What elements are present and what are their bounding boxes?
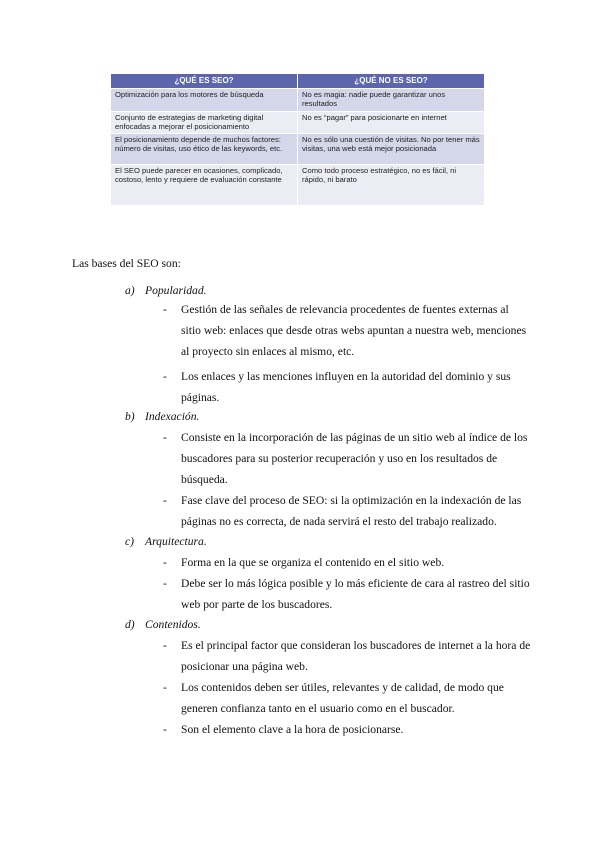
bullet-text: Son el elemento clave a la hora de posicionarse. [181, 723, 404, 736]
table-cell: Como todo proceso estratégico, no es fácil, ni rápido, ni barato [298, 165, 485, 206]
table-header-row [111, 74, 485, 89]
section-heading-arquitectura [125, 535, 207, 548]
header-que-no-es-seo: ¿QUÉ NO ES SEO? [298, 74, 485, 89]
table-cell: El posicionamiento depende de muchos factores: número de visitas, uso ético de las keywords, etc. [111, 134, 298, 165]
table-cell: No es sólo una cuestión de visitas. No por tener más visitas, una web está mejor posicionada [298, 134, 485, 165]
section-letter: d) [125, 618, 135, 631]
section-letter: c) [125, 535, 135, 548]
bullet-text: Debe ser lo más lógica posible y lo más eficiente de cara al rastreo del sitio web por parte de los buscadores. [181, 577, 530, 612]
bullet-dash: - [163, 431, 167, 444]
bullet-text: Fase clave del proceso de SEO: si la optimización en la indexación de las páginas no es correcta, de nada servirá el resto del trabajo realizado. [181, 494, 522, 529]
section-letter: b) [125, 410, 135, 423]
bullet-text: Los enlaces y las menciones influyen en la autoridad del dominio y sus páginas. [181, 370, 511, 405]
bullet-dash: - [163, 556, 167, 569]
table-cell: Conjunto de estrategias de marketing digital enfocadas a mejorar el posicionamiento [111, 111, 298, 134]
section-title: Contenidos. [145, 618, 201, 631]
bullet-dash: - [163, 577, 167, 590]
table-row [111, 134, 485, 165]
bullet-text: Es el principal factor que consideran los buscadores de internet a la hora de posicionar una página web. [181, 639, 531, 674]
section-letter: a) [125, 284, 135, 297]
bullet-dash: - [163, 723, 167, 736]
table-cell: No es “pagar” para posicionarte en internet [298, 111, 485, 134]
header-que-es-seo: ¿QUÉ ES SEO? [111, 74, 298, 89]
bullet-text: Forma en la que se organiza el contenido en el sitio web. [181, 556, 445, 569]
section-title: Indexación. [145, 410, 200, 423]
table-cell: Optimización para los motores de búsqueda [111, 89, 298, 112]
section-heading-contenidos [125, 618, 201, 631]
bullet-dash: - [163, 303, 167, 316]
table-row [111, 111, 485, 134]
bullet-text: Los contenidos deben ser útiles, relevantes y de calidad, de modo que generen confianza tanto en el usuario como en el buscador. [181, 681, 504, 716]
bullet-dash: - [163, 494, 167, 507]
bullet-dash: - [163, 639, 167, 652]
table-row [111, 89, 485, 112]
section-title: Arquitectura. [145, 535, 207, 548]
section-title: Popularidad. [145, 284, 207, 297]
bullet-dash: - [163, 681, 167, 694]
bullet-dash: - [163, 370, 167, 383]
table-cell: No es magia: nadie puede garantizar unos resultados [298, 89, 485, 112]
bullet-text: Gestión de las señales de relevancia procedentes de fuentes externas al sitio web: enlaces que desde otras webs apuntan a nuestra web, menciones al proyecto sin enlaces al mismo, etc. [181, 303, 527, 359]
table-cell: El SEO puede parecer en ocasiones, complicado, costoso, lento y requiere de evaluación constante [111, 165, 298, 206]
intro-text: Las bases del SEO son: [72, 257, 181, 270]
section-heading-indexacion [125, 410, 199, 423]
table-row [111, 165, 485, 206]
seo-comparison-table [110, 73, 485, 206]
bullet-text: Consiste en la incorporación de las páginas de un sitio web al índice de los buscadores para su posterior recuperación y uso en los resultados de búsqueda. [181, 431, 528, 487]
section-heading-popularidad [125, 284, 207, 297]
